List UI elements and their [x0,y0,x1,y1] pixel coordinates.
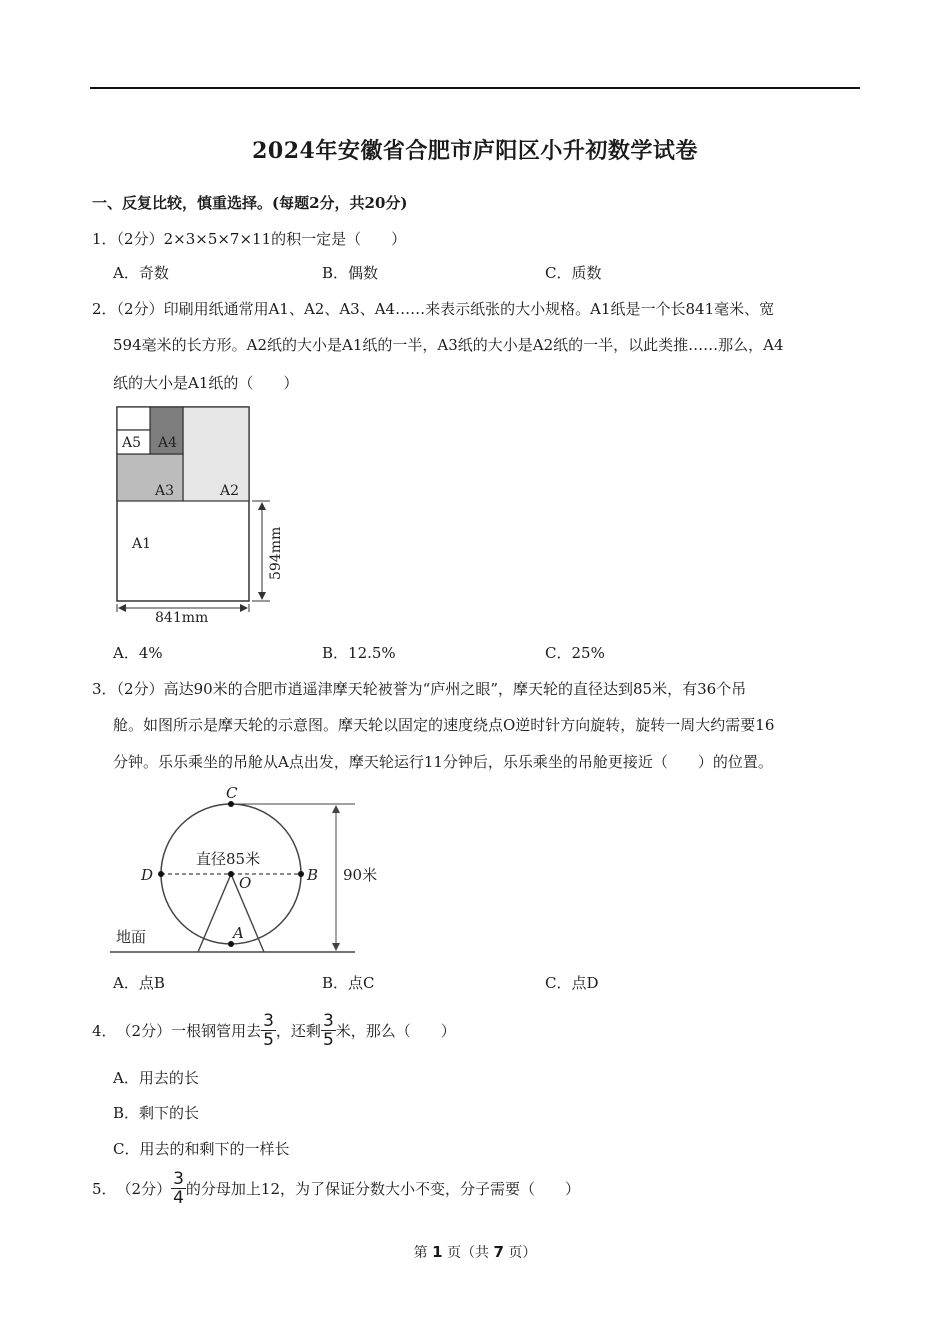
question-number: 4． [92,1021,117,1040]
question-4 [92,1008,456,1052]
point-d-label: D [141,866,154,884]
point-a-label: A [233,924,244,942]
question-3 [92,678,746,699]
fraction-three-quarters: $\frac{3}{4}$ [173,1168,184,1208]
question-text: （2分）印刷用纸通常用 [116,300,269,318]
height-label: 90米 [343,866,378,884]
question-number: 5． [92,1179,117,1198]
question-2-line-3: 纸的大小是A1纸的（ ） [113,374,299,392]
q2-option-c: C．25% [545,644,605,662]
q4-option-c: C．用去的和剩下的一样长 [113,1140,290,1158]
page-title: 2024年安徽省合肥市庐阳区小升初数学试卷 [252,138,698,164]
q3-option-a: A．点B [113,974,165,992]
q1-option-c: C．质数 [545,264,602,282]
label-a3: A3 [155,483,175,499]
point-c-label: C [226,784,238,802]
question-2-line-2: 594毫米的长方形。A2纸的大小是A1纸的一半，A3纸的大小是A2纸的一半，以此类推……那么，A4 [113,336,784,354]
q3-option-c: C．点D [545,974,599,992]
diameter-label: 直径85米 [196,850,261,868]
question-text: （2分）一根钢管用去 [116,1021,262,1040]
total-pages: 7 [493,1243,504,1261]
q2-option-a: A．4% [113,644,163,662]
ferris-wheel-figure [110,780,390,955]
height-label: 594mm [268,526,284,580]
question-3-line-2: 舱。如图所示是摩天轮的示意图。摩天轮以固定的速度绕点O逆时针方向旋转，旋转一周大约需要16 [113,716,775,734]
q1-option-b: B．偶数 [322,264,379,282]
q4-option-a: A．用去的长 [113,1069,199,1087]
header-rule [90,87,860,89]
ground-label: 地面 [116,928,147,946]
question-number: 3． [92,680,117,698]
q1-option-a: A．奇数 [113,264,169,282]
paper-size-figure [110,400,300,630]
question-number: 2． [92,300,117,318]
question-text: （2分）高达90米的合肥市逍遥津摩天轮被誉为“庐州之眼”，摩天轮的直径达到85米，有36个吊 [116,680,747,698]
question-1 [92,228,406,249]
question-3-line-3: 分钟。乐乐乘坐的吊舱从A点出发，摩天轮运行11分钟后，乐乐乘坐的吊舱更接近（ ）的位置。 [113,753,773,771]
q2-option-b: B．12.5% [322,644,396,662]
question-text: ，还剩 [275,1021,321,1040]
label-a5: A5 [122,435,142,451]
page-footer: 第 1 页（共 7 页） [413,1243,537,1261]
question-text: A1纸是一个长841毫米、宽 [590,300,775,318]
question-2 [92,298,774,319]
question-5 [92,1166,580,1210]
question-text: 的分母加上12，为了保证分数大小不变，分子需要（ ） [185,1179,581,1198]
width-label: 841mm [155,610,209,626]
label-a2: A2 [220,483,240,499]
label-a1: A1 [132,536,152,552]
question-text: （2分） [116,1179,172,1198]
question-text: A1、A2、A3、A4……来表示纸张的大小规格。 [268,300,591,318]
current-page: 1 [432,1243,443,1261]
section-heading-1: 一、反复比较，慎重选择。(每题2分，共20分) [92,194,408,212]
label-a4: A4 [158,435,178,451]
q4-option-b: B．剩下的长 [113,1104,200,1122]
question-text: （2分）2×3×5×7×11的积一定是（ ） [116,230,407,248]
question-text: 米，那么（ ） [335,1021,456,1040]
q3-option-b: B．点C [322,974,375,992]
fraction-three-fifths: $\frac{3}{5}$ [322,1010,334,1050]
point-b-label: B [307,866,319,884]
question-number: 1． [92,230,117,248]
point-o-label: O [239,874,252,892]
fraction-three-fifths: $\frac{3}{5}$ [263,1010,274,1050]
